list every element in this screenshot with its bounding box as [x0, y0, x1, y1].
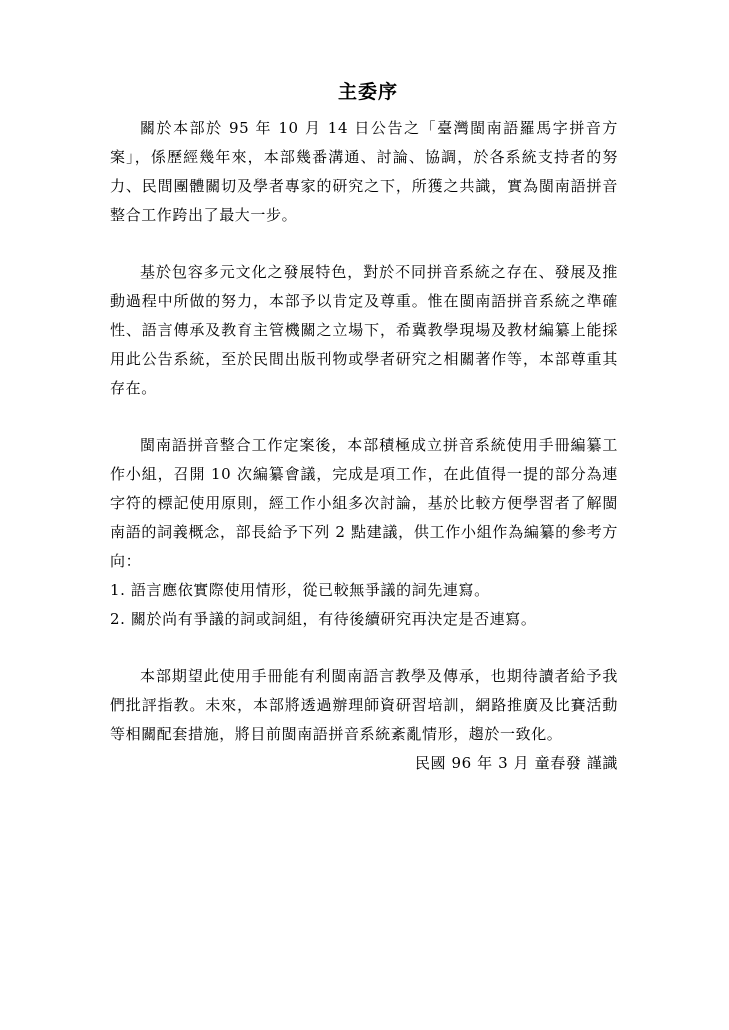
paragraph-1: 關於本部於 95 年 10 月 14 日公告之「臺灣閩南語羅馬字拼音方案」，係歷經幾年來，本部幾番溝通、討論、協調，於各系統支持者的努力、民間團體關切及學者專家的研究之下，所獲之共識，實為閩南語拼音整合工作跨出了最大一步。: [110, 119, 618, 224]
list-item: [110, 576, 618, 605]
paragraph-4: 本部期望此使用手冊能有利閩南語言教學及傳承，也期待讀者給予我們批評指教。未來，本部將透過辦理師資研習培訓，網路推廣及比賽活動等相關配套措施，將目前閩南語拼音系統紊亂情形，趨於一致化。: [110, 667, 618, 743]
signature-line: 民國 96 年 3 月 童春發 謹識: [414, 754, 618, 772]
paragraph-gap: [110, 403, 618, 431]
paragraph-gap: [110, 230, 618, 258]
list-item-text: 關於尚有爭議的詞或詞組，有待後續研究再決定是否連寫。: [130, 610, 537, 628]
list-item: [110, 605, 618, 634]
paragraph-gap: [110, 634, 618, 662]
list-item-number: 2.: [110, 610, 126, 628]
document-page: [110, 78, 618, 778]
paragraph-3: 閩南語拼音整合工作定案後，本部積極成立拼音系統使用手冊編纂工作小組，召開 10 次編纂會議，完成是項工作，在此值得一提的部分為連字符的標記使用原則，經工作小組多次討論，基於比較方便學習者了解閩南語的詞義概念，部長給予下列 2 點建議，供工作小組作為編纂的參考方向：: [110, 436, 618, 570]
list-item-text: 語言應依實際使用情形，從已較無爭議的詞先連寫。: [130, 581, 490, 599]
document-title: 主委序: [337, 81, 398, 103]
paragraph-2: 基於包容多元文化之發展特色，對於不同拼音系統之存在、發展及推動過程中所做的努力，本部予以肯定及尊重。惟在閩南語拼音系統之準確性、語言傳承及教育主管機關之立場下，希冀教學現場及教材編纂上能採用此公告系統，至於民間出版刊物或學者研究之相關著作等，本部尊重其存在。: [110, 263, 618, 397]
list-item-number: 1.: [110, 581, 126, 599]
